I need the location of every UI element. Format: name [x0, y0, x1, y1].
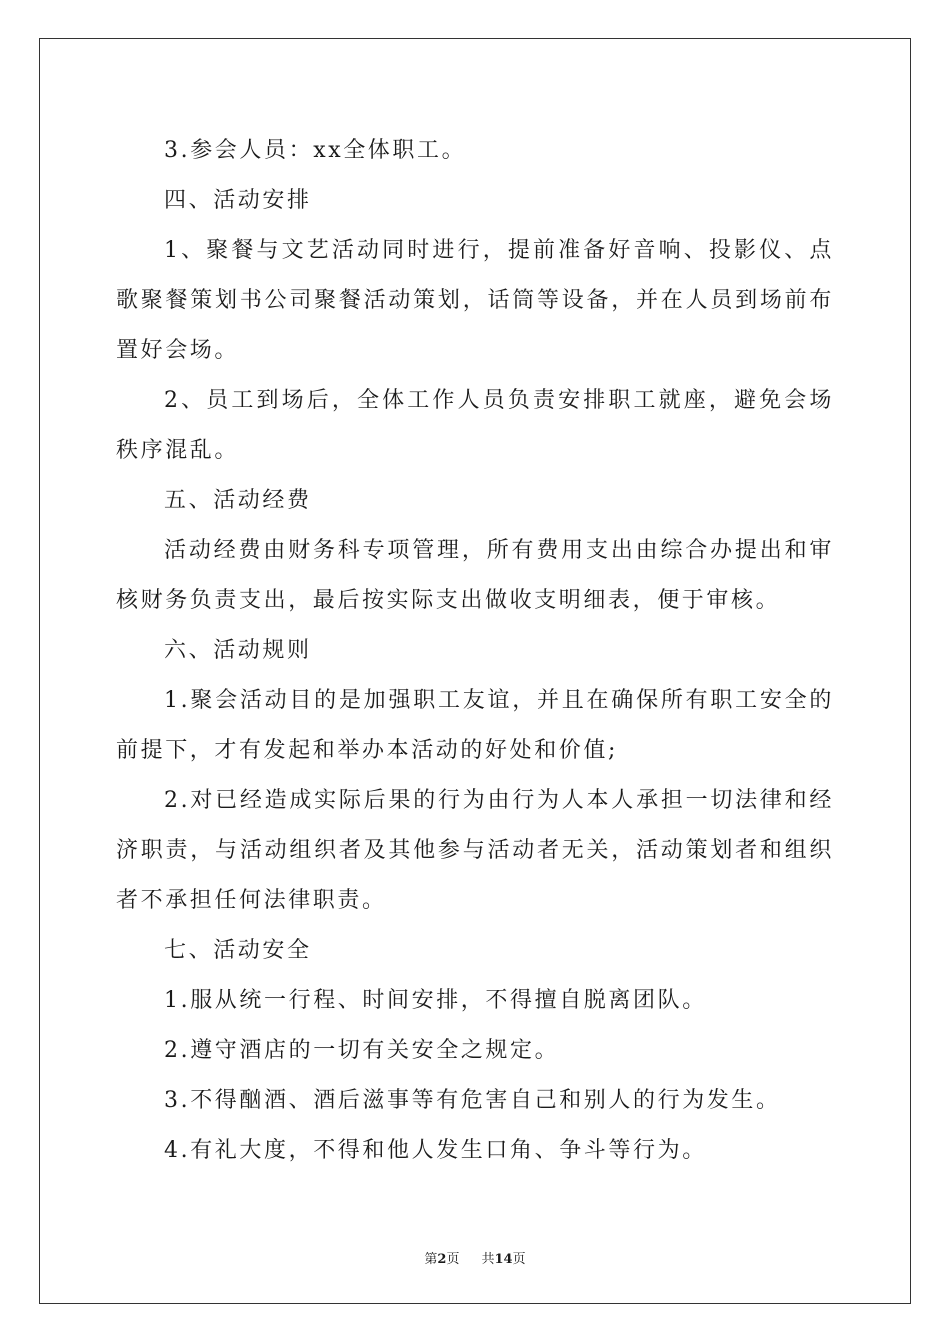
- heading-activity-rules: 六、活动规则: [164, 638, 312, 663]
- heading-activity-arrangement: 四、活动安排: [164, 188, 312, 213]
- page-suffix: 页: [446, 1252, 460, 1267]
- paragraph-attendees: 3.参会人员：xx全体职工。: [164, 138, 467, 163]
- paragraph-arrangement-2: 2、员工到场后，全体工作人员负责安排职工就座，避免会场秩序混乱。: [116, 388, 834, 463]
- heading-activity-funds: 五、活动经费: [164, 488, 312, 513]
- page-total-number: 14: [494, 1252, 513, 1267]
- page-footer: [0, 1248, 950, 1267]
- paragraph-safety-1: 1.服从统一行程、时间安排，不得擅自脱离团队。: [164, 988, 707, 1013]
- page-current-number: 2: [437, 1252, 447, 1267]
- paragraph-arrangement-1: 1、聚餐与文艺活动同时进行，提前准备好音响、投影仪、点歌聚餐策划书公司聚餐活动策划，话筒等设备，并在人员到场前布置好会场。: [116, 238, 834, 363]
- total-suffix: 页: [512, 1252, 526, 1267]
- paragraph-rule-1: 1.聚会活动目的是加强职工友谊，并且在确保所有职工安全的前提下，才有发起和举办本活动的好处和价值;: [116, 688, 834, 763]
- paragraph-safety-2: 2.遵守酒店的一切有关安全之规定。: [164, 1038, 560, 1063]
- paragraph-safety-4: 4.有礼大度，不得和他人发生口角、争斗等行为。: [164, 1138, 707, 1163]
- paragraph-rule-2: 2.对已经造成实际后果的行为由行为人本人承担一切法律和经济职责，与活动组织者及其他参与活动者无关，活动策划者和组织者不承担任何法律职责。: [116, 788, 834, 913]
- heading-activity-safety: 七、活动安全: [164, 938, 312, 963]
- document-body: [116, 126, 834, 1176]
- total-prefix: 共: [481, 1252, 495, 1267]
- paragraph-funds: 活动经费由财务科专项管理，所有费用支出由综合办提出和审核财务负责支出，最后按实际支出做收支明细表，便于审核。: [116, 538, 834, 613]
- paragraph-safety-3: 3.不得酗酒、酒后滋事等有危害自己和别人的行为发生。: [164, 1088, 781, 1113]
- page-prefix: 第: [424, 1252, 438, 1267]
